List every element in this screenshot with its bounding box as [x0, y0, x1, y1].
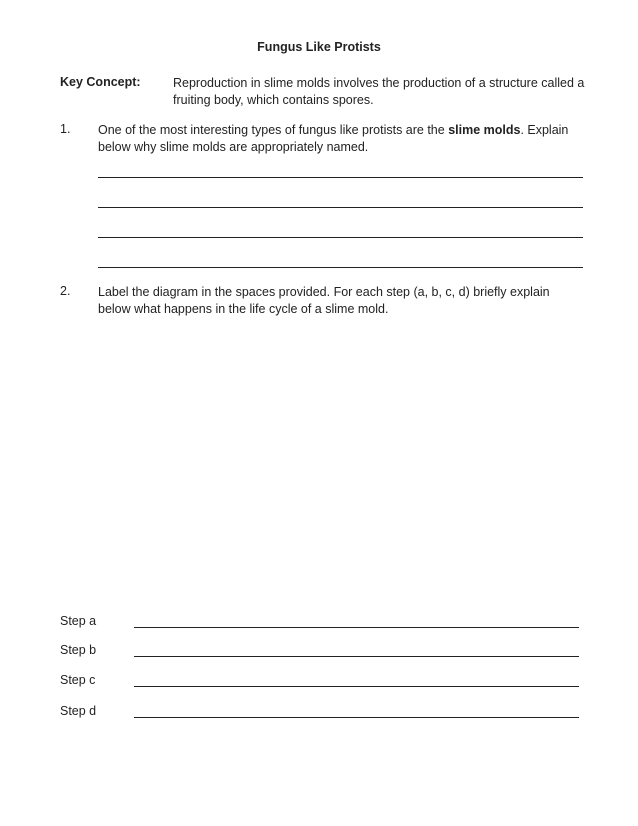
step-d-label: Step d	[60, 704, 97, 718]
step-c-label: Step c	[60, 673, 96, 687]
question-1-number: 1.	[60, 122, 71, 136]
answer-line-4[interactable]	[98, 267, 583, 268]
question-2-number: 2.	[60, 284, 71, 298]
step-d-line[interactable]	[134, 717, 579, 718]
answer-line-2[interactable]	[98, 207, 583, 208]
step-a-line[interactable]	[134, 627, 579, 628]
question-1-text	[98, 122, 588, 156]
answer-line-1[interactable]	[98, 177, 583, 178]
answer-line-3[interactable]	[98, 237, 583, 238]
key-concept-text: Reproduction in slime molds involves the production of a structure called a fruiting body, which contains spores.	[173, 76, 585, 107]
step-a-label: Step a	[60, 614, 97, 628]
question-2-text: Label the diagram in the spaces provided. For each step (a, b, c, d) briefly explain below what happens in the life cycle of a slime mold.	[98, 285, 550, 316]
question-1-bold-term: slime molds	[448, 123, 521, 137]
worksheet-title: Fungus Like Protists	[257, 40, 381, 54]
step-b-label: Step b	[60, 643, 97, 657]
question-1-text-after: . Explain below why slime molds are appropriately named.	[98, 123, 569, 154]
key-concept-label: Key Concept:	[60, 75, 141, 89]
step-c-line[interactable]	[134, 686, 579, 687]
step-b-line[interactable]	[134, 656, 579, 657]
question-1-text-before: One of the most interesting types of fungus like protists are the	[98, 123, 449, 137]
